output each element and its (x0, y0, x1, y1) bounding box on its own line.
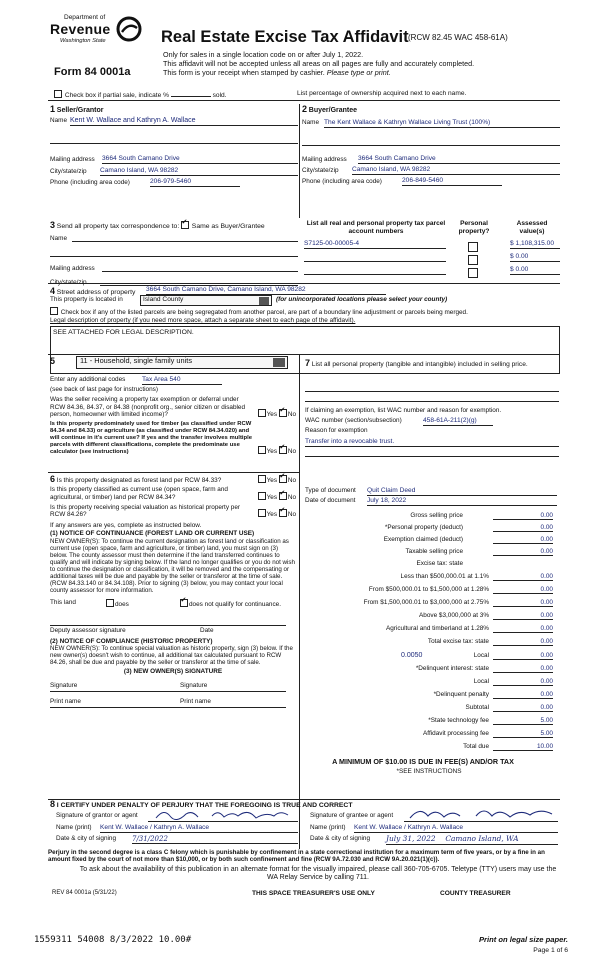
buyer-name-label: Name (302, 119, 320, 127)
grantor-name-field[interactable]: Kent W. Wallace / Kathryn A. Wallace (100, 824, 298, 833)
legal-paper-note: Print on legal size paper. (478, 935, 568, 944)
form-revision: REV 84 0001a (5/31/22) (52, 890, 117, 896)
exemption-q-answers (258, 409, 296, 418)
forest-no-checkbox[interactable] (279, 475, 287, 483)
seller-heading-text: Seller/Grantor (56, 107, 104, 114)
tax-row-bracket3 (305, 599, 553, 610)
tax-row-delinquent-local (305, 678, 553, 689)
form-number: Form 84 0001a (54, 66, 131, 78)
dor-logo-line3: Washington State (60, 37, 106, 44)
open-space-yes-checkbox[interactable] (258, 492, 266, 500)
deputy-sig-line[interactable] (50, 625, 286, 626)
street-label: Street address of property (56, 289, 136, 296)
parcel-col3-header: Assessed value(s) (516, 220, 548, 235)
sold-label: sold. (212, 92, 227, 99)
parcel-row (304, 240, 560, 252)
tax-label: Local (473, 652, 489, 659)
timber-yes-checkbox[interactable] (258, 446, 266, 454)
grantee-signature-mark (406, 804, 556, 822)
new-owner-print-row (50, 698, 296, 710)
dor-logo-line2: Revenue (50, 21, 111, 38)
grantee-name-label: Name (print) (310, 824, 346, 831)
timber-question (50, 421, 296, 455)
tax-value[interactable]: 0.00 (493, 691, 553, 699)
timber-yes-label: Yes (266, 447, 278, 455)
tax-label: Local (473, 678, 489, 685)
section6-num: 6 (50, 474, 56, 484)
tax-value[interactable]: 0.00 (493, 638, 553, 646)
intro-line-3-text: This form is your receipt when stamped by cashier. (163, 68, 325, 77)
col-divider-mid (299, 354, 300, 849)
section3-num: 3 (50, 220, 56, 230)
tax-row-bracket2 (305, 586, 553, 597)
section3-mailing-field[interactable] (102, 271, 298, 272)
buyer-name-line2 (302, 145, 560, 146)
doc-date-row (305, 497, 559, 507)
buyer-mailing-field[interactable]: 3664 South Camano Drive (358, 155, 560, 164)
forest-q-answers (258, 475, 296, 484)
tax-label: From $1,500,000.01 to $3,000,000 at 2.75% (363, 599, 489, 606)
section3-name-row (50, 235, 298, 246)
street-row (50, 286, 560, 296)
deputy-date-label: Date (200, 626, 214, 634)
buyer-city-field[interactable]: Camano Island, WA 98282 (352, 166, 560, 175)
section7 (305, 358, 559, 457)
form-title: Real Estate Excise Tax Affidavit (161, 28, 409, 46)
assessed-value-field[interactable]: $ 0.00 (510, 253, 560, 262)
section5-rule (48, 354, 560, 355)
exemption-yes-checkbox[interactable] (258, 409, 266, 417)
parcel-number-field[interactable]: S7125-00-00005-4 (304, 240, 446, 249)
does-not-label: does not qualify for continuance. (189, 600, 282, 608)
tax-label: *Personal property (deduct) (384, 524, 463, 531)
tax-label: Above $3,000,000 at 3% (419, 612, 489, 619)
tax-value[interactable]: 10.00 (493, 743, 553, 751)
additional-codes-label: Enter any additional codes (50, 376, 126, 383)
tax-value[interactable]: 5.00 (493, 730, 553, 738)
exemption-no-checkbox[interactable] (279, 409, 287, 417)
tax-value[interactable]: 0.00 (493, 536, 553, 544)
grantee-name-field[interactable]: Kent W. Wallace / Kathryn A. Wallace (354, 824, 558, 833)
continuance-row (50, 599, 296, 619)
buyer-heading (302, 104, 560, 115)
reason-label: Reason for exemption (305, 426, 368, 434)
unincorp-note: (for unincorporated locations please select your county) (276, 296, 448, 303)
grantee-sig-label: Signature of grantee or agent (310, 812, 394, 819)
open-space-yes-label: Yes (266, 493, 278, 501)
section3-name-label: Name (50, 234, 68, 242)
segregated-label: Check box if any of the listed parcels are being segregated from another parcel, are part of a boundary line adjustment or parcels being merged. (60, 309, 468, 316)
exemption-q-text: Was the seller receiving a property tax exemption or deferral under RCW 84.36, 84.37, or 84.38 (nonprofit org., senior citizen or disabled person, homeowner with limited income)? (50, 396, 246, 419)
tax-row-bracket4 (305, 612, 553, 623)
dor-logo-line1: Department of (64, 14, 106, 21)
notice2-title: (2) NOTICE OF COMPLIANCE (HISTORIC PROPERTY) (50, 637, 213, 645)
buyer-name-row (302, 119, 560, 131)
if-yes-note: If any answers are yes, complete as instructed below. (50, 521, 202, 529)
partial-sale-label: Check box if partial sale, indicate % (64, 92, 169, 99)
additional-codes-row (50, 376, 296, 385)
seller-phone-row (50, 179, 298, 190)
tax-value[interactable]: 5.00 (493, 717, 553, 725)
new-owner-print-line[interactable] (50, 707, 286, 708)
section3-name-field[interactable] (72, 241, 298, 242)
tax-value[interactable]: 0.00 (493, 652, 553, 660)
signature-label-1: Signature (50, 681, 78, 689)
section6 (50, 474, 296, 710)
notice1-text: NEW OWNER(S): To continue the current designation as forest land or classification as current use (open space, farm and agriculture, or timber) land, you must sign on (3) below. The county assessor must then determine if the land transferred continues to qualify and will indicate by signing below. If the land no longer qualifies or you do not wish to continue the designation or classification, it will be removed and the compensating or additional taxes will be due and payable by the seller or transferor at the time of sale. (RCW 84.33.140 or 84.34.108). Prior to signing (3) below, you may contact your local county assessor for more information. (50, 537, 295, 595)
open-space-no-label: No (287, 493, 296, 501)
grantee-date-row (310, 835, 560, 846)
tax-value[interactable]: 0.00 (493, 573, 553, 581)
buyer-section (302, 104, 560, 189)
print-name-label-2: Print name (180, 697, 211, 705)
col-divider-top (299, 104, 300, 218)
dropdown-arrow-icon[interactable] (259, 297, 269, 305)
parcel-number-field[interactable] (304, 266, 446, 275)
county-treasurer: COUNTY TREASURER (440, 890, 511, 897)
section8-num: 8 (50, 799, 56, 809)
open-space-no-checkbox[interactable] (279, 492, 287, 500)
county-value: Island County (143, 296, 184, 303)
grantor-sig-label: Signature of grantor or agent (56, 812, 138, 819)
section3-heading (50, 220, 298, 231)
section3-text: Send all property tax correspondence to: (56, 223, 180, 230)
historic-yes-checkbox[interactable] (258, 509, 266, 517)
grantee-date-field[interactable] (386, 835, 558, 845)
grantee-date-value: July 31, 2022 (386, 834, 436, 843)
doc-date-label: Date of document (305, 497, 356, 504)
does-checkbox[interactable] (106, 599, 114, 607)
legal-label: Legal description of property (if you need more space, attach a separate sheet to each page of the affidavit). (50, 317, 356, 325)
new-owner-sig-line[interactable] (50, 691, 286, 692)
tax-row-processing-fee (305, 730, 553, 741)
tax-row-taxable (305, 548, 553, 559)
reason-field[interactable]: Transfer into a revocable trust. (305, 438, 559, 447)
same-as-buyer-label: Same as Buyer/Grantee (191, 223, 265, 230)
tax-row-bracket1 (305, 573, 553, 584)
print-name-label-1: Print name (50, 697, 81, 705)
pct-label: List percentage of ownership acquired next to each name. (297, 90, 467, 97)
grantor-sig-row (56, 812, 300, 824)
doc-type-label: Type of document (305, 487, 356, 494)
buyer-num: 2 (302, 104, 308, 114)
personal-property-checkbox[interactable] (468, 255, 478, 265)
tax-row-delinquent-interest (305, 665, 553, 676)
alternate-format-notice: To ask about the availability of this publication in an alternate format for the visually impaired, please call 360-705-6705. Teletype (TTY) users may use the WA Relay Service by calling 711. (79, 866, 557, 882)
tax-label: *Delinquent interest: state (415, 665, 489, 672)
grantee-city-value: Camano Island, WA (445, 834, 519, 843)
seller-name-label: Name (50, 117, 68, 125)
tax-row-agricultural (305, 625, 553, 636)
forest-question (50, 474, 296, 484)
grantor-signature-mark (152, 806, 292, 822)
grantee-signature-block (310, 812, 560, 846)
dropdown-arrow-icon[interactable] (273, 358, 285, 367)
county-row (50, 296, 560, 306)
historic-q-answers (258, 509, 296, 518)
exemption-yes-label: Yes (266, 411, 278, 419)
section5 (50, 356, 296, 455)
intro-line-3 (163, 68, 563, 77)
buyer-city-label: City/state/zip (302, 167, 339, 175)
grantee-sig-row (310, 812, 560, 824)
this-land-label: This land (50, 598, 76, 606)
tax-label: Less than $500,000.01 at 1.1% (400, 573, 489, 580)
section7-text: List all personal property (tangible and intangible) included in selling price. (311, 361, 528, 368)
does-not-checkbox[interactable] (180, 599, 188, 607)
tax-row-gross (305, 512, 553, 523)
deputy-sig-label: Deputy assessor signature (50, 626, 126, 634)
parcel-row (304, 266, 560, 278)
intro-line-1: Only for sales in a single location code on or after July 1, 2022. (163, 50, 364, 59)
forest-yes-label: Yes (266, 477, 278, 484)
use-code-row (50, 356, 296, 370)
tax-row-subtotal (305, 704, 553, 715)
parcel-col1-header: List all real and personal property tax parcel account numbers (306, 220, 446, 235)
partial-sale-row (54, 90, 574, 100)
tax-label: From $500,000.01 to $1,500,000 at 1.28% (368, 586, 489, 593)
open-space-q-answers (258, 492, 296, 501)
personal-property-checkbox[interactable] (468, 268, 478, 278)
form-rcw: (RCW 82.45 WAC 458-61A) (408, 33, 508, 42)
historic-no-label: No (287, 511, 296, 519)
use-code-value: 11 - Household, single family units (80, 356, 193, 365)
tax-label: Taxable selling price (405, 548, 463, 555)
parcel-number-field[interactable] (304, 253, 446, 262)
intro-line-2: This affidavit will not be accepted unless all areas on all pages are fully and accurately completed. (163, 59, 475, 68)
section7-num: 7 (305, 358, 311, 368)
tax-label: *State technology fee (428, 717, 489, 724)
grantor-date-label: Date & city of signing (56, 835, 117, 842)
section3-city-label: City/state/zip (50, 278, 87, 286)
tax-label: Exemption claimed (deduct) (383, 536, 463, 543)
tax-row-total-due (305, 743, 553, 754)
certify-text: I CERTIFY UNDER PENALTY OF PERJURY THAT THE FOREGOING IS TRUE AND CORRECT (56, 802, 353, 809)
personal-property-line-1[interactable] (305, 391, 559, 392)
forest-q-label: Is this property designated as forest land per RCW 84.33? (56, 477, 222, 484)
section6-rule (48, 472, 299, 473)
seller-num: 1 (50, 104, 56, 114)
doc-type-field[interactable]: Quit Claim Deed (367, 487, 557, 496)
tax-label: Excise tax: state (416, 560, 463, 567)
tax-row-delinquent-penalty (305, 691, 553, 702)
header-rule (48, 100, 560, 101)
buyer-phone-field[interactable]: 206-849-5460 (402, 177, 502, 186)
see-back-note: (see back of last page for instructions) (50, 386, 158, 393)
minimum-due-note: A MINIMUM OF $10.00 IS DUE IN FEE(S) AND/OR TAX (332, 757, 514, 766)
open-space-q-text: Is this property classified as current use (open space, farm and agricultural, or timber) land per RCW 84.34? (50, 486, 228, 501)
see-instructions-note: *SEE INSTRUCTIONS (396, 768, 462, 775)
tax-value[interactable]: 0.00 (493, 524, 553, 532)
dor-emblem-icon (116, 16, 142, 42)
county-select[interactable] (140, 295, 272, 306)
treasurer-use-only: THIS SPACE TREASURER'S USE ONLY (252, 890, 375, 897)
section7-heading (305, 358, 559, 369)
page-number: Page 1 of 6 (533, 947, 568, 954)
buyer-heading-text: Buyer/Grantee (308, 107, 358, 114)
seller-mailing-field[interactable]: 3664 South Camano Drive (102, 155, 298, 164)
recording-stamp: 1559311 54008 8/3/2022 10.00# (34, 935, 192, 945)
tax-label: Affidavit processing fee (423, 730, 489, 737)
new-owner-sig-row (50, 682, 296, 694)
tax-value[interactable]: 0.00 (493, 625, 553, 633)
exemption-no-label: No (287, 411, 296, 419)
seller-name-line2 (50, 143, 298, 144)
does-label: does (115, 600, 129, 608)
doc-type-row (305, 487, 559, 497)
dor-logo (50, 14, 148, 64)
seller-phone-label: Phone (including area code) (50, 179, 130, 187)
notice2-text: NEW OWNER(S): To continue special valuation as historic property, sign (3) below. If the new owner(s) doesn't wish to continue, all additional tax calculated pursuant to RCW 84.26, shall be due and payable by the seller or transferor at the time of sale. (50, 644, 293, 667)
grantor-date-field[interactable]: 7/31/2022 (132, 835, 298, 844)
exempt-label: If claiming an exemption, list WAC number and reason for exemption. (305, 406, 502, 414)
buyer-phone-row (302, 178, 560, 189)
forest-no-label: No (287, 477, 296, 484)
open-space-question (50, 486, 296, 501)
tax-row-exemption (305, 536, 553, 547)
segregated-checkbox[interactable] (50, 307, 58, 315)
deputy-row (50, 625, 296, 637)
section3-name-line2 (50, 256, 298, 257)
grantor-name-label: Name (print) (56, 824, 92, 831)
seller-name-row (50, 117, 298, 129)
partial-sale-checkbox[interactable] (54, 90, 62, 98)
seller-mailing-label: Mailing address (50, 156, 95, 164)
section3-mailing-label: Mailing address (50, 264, 95, 272)
forest-q-text (50, 474, 255, 484)
tax-value[interactable]: 0.00 (493, 599, 553, 607)
tax-value[interactable]: 0.00 (493, 512, 553, 520)
grantor-signature-block (56, 812, 300, 846)
tax-row-personal (305, 524, 553, 535)
historic-no-checkbox[interactable] (279, 509, 287, 517)
tax-value[interactable]: 0.00 (493, 612, 553, 620)
seller-city-label: City/state/zip (50, 168, 87, 176)
parcel-col2-header: Personal property? (458, 220, 490, 235)
tax-label: Agricultural and timberland at 1.28% (385, 625, 489, 632)
document-info (305, 487, 559, 507)
located-label: This property is located in (50, 296, 123, 303)
grantee-date-label: Date & city of signing (310, 835, 371, 842)
wac-field[interactable]: 458-61A-211(2)(g) (423, 417, 493, 426)
historic-q-text: Is this property receiving special valuation as historical property per RCW 84.26? (50, 504, 241, 519)
partial-sale-pct-field[interactable] (171, 96, 211, 97)
buyer-mailing-label: Mailing address (302, 156, 347, 164)
tax-row-excise-heading (305, 560, 553, 571)
forest-yes-checkbox[interactable] (258, 475, 266, 483)
tax-row-tech-fee (305, 717, 553, 728)
tax-label: Total excise tax: state (427, 638, 489, 645)
seller-city-field[interactable]: Camano Island, WA 98282 (100, 167, 298, 176)
signature-label-2: Signature (180, 681, 208, 689)
timber-no-checkbox[interactable] (279, 446, 287, 454)
intro-line-3-italic: Please type or print. (326, 68, 391, 77)
seller-heading (50, 104, 298, 115)
doc-date-field[interactable]: July 18, 2022 (367, 497, 557, 506)
notice1-title: (1) NOTICE OF CONTINUANCE (FOREST LAND OR CURRENT USE) (50, 530, 255, 538)
tax-label: Total due (463, 743, 489, 750)
assessed-value-field[interactable]: $ 0.00 (510, 266, 560, 275)
parcel-row (304, 253, 560, 265)
street-field[interactable]: 3664 South Camano Drive, Camano Island, WA 98282 (146, 286, 386, 295)
use-code-select[interactable] (76, 356, 288, 369)
section3 (50, 220, 298, 290)
seller-phone-field[interactable]: 206-979-5460 (150, 178, 240, 187)
does-option (106, 599, 129, 608)
reason-line-2[interactable] (305, 456, 559, 457)
tax-value[interactable]: 0.00 (493, 665, 553, 673)
does-not-option (180, 599, 281, 608)
tax-value[interactable]: 0.00 (493, 704, 553, 712)
section4-rule (48, 283, 560, 284)
tax-row-local (305, 652, 553, 663)
seller-section (50, 104, 298, 190)
section3-mailing-row (50, 265, 298, 276)
tax-label: Gross selling price (410, 512, 463, 519)
personal-property-line-2[interactable] (305, 401, 559, 402)
legal-description-text: SEE ATTACHED FOR LEGAL DESCRIPTION. (53, 328, 194, 336)
local-rate: 0.0050 (401, 652, 423, 659)
tax-label: *Delinquent penalty (433, 691, 489, 698)
tax-row-total-state (305, 638, 553, 649)
new-owner-sig-title: (3) NEW OWNER(S) SIGNATURE (123, 668, 223, 676)
personal-property-checkbox[interactable] (468, 242, 478, 252)
historic-question (50, 504, 296, 519)
grantor-name-row (56, 824, 300, 835)
same-as-buyer-checkbox[interactable] (181, 221, 189, 229)
wac-row (305, 417, 559, 427)
exemption-question (50, 396, 296, 418)
historic-yes-label: Yes (266, 511, 278, 519)
seller-name-field[interactable]: Kent W. Wallace and Kathryn A. Wallace (70, 117, 298, 126)
additional-codes-field[interactable]: Tax Area 540 (142, 376, 222, 385)
perjury-notice: Perjury in the second degree is a class C felony which is punishable by confinement in a state correctional institution for a maximum term of five years, or by a fine in an amount fixed by the court of not more than $10,000, or by both such confinement and fine (RCW 9A.72.030 and RCW 9A.20.021(1)(c)). (48, 849, 545, 864)
intro-block (163, 50, 563, 77)
tax-value[interactable]: 0.00 (493, 678, 553, 686)
buyer-name-field[interactable]: The Kent Wallace & Kathryn Wallace Living Trust (100%) (324, 119, 560, 128)
tax-label: Subtotal (465, 704, 489, 711)
section5-num: 5 (50, 356, 56, 366)
buyer-phone-label: Phone (including area code) (302, 178, 382, 186)
timber-q-answers (258, 446, 296, 455)
grantor-date-row (56, 835, 300, 846)
assessed-value-field[interactable]: $ 1,108,315.00 (510, 240, 560, 249)
wac-label: WAC number (section/subsection) (305, 416, 402, 424)
tax-value[interactable]: 0.00 (493, 586, 553, 594)
section4-num: 4 (50, 286, 56, 296)
tax-value[interactable]: 0.00 (493, 548, 553, 556)
segregated-row (50, 307, 560, 316)
timber-no-label: No (287, 447, 296, 455)
timber-q-text: Is this property predominately used for timber (as classified under RCW 84.34 and 84.33) or agriculture (as classified under RCW 84.34.020) and will continue in it's current use? If yes and the transfer involves multiple parcels with different classifications, complete the predominate use calculator (see instructions) (50, 421, 253, 455)
tax-table (305, 512, 553, 842)
